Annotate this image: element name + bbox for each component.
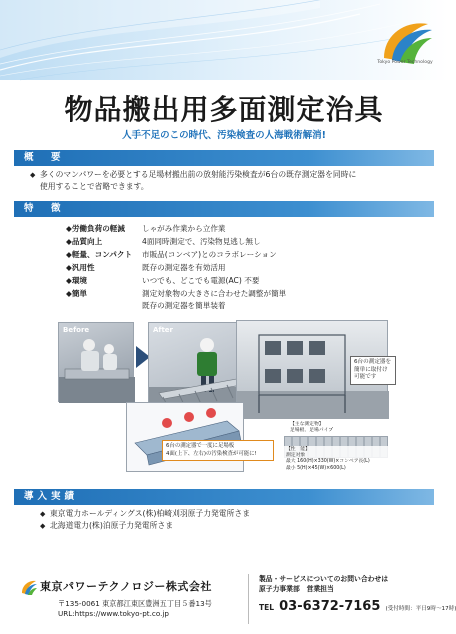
tel-label: TEL [259, 603, 275, 612]
callout-line: 6台の測定器を [354, 359, 392, 365]
note-title: 【主な測定物】 [290, 422, 324, 427]
feature-key: ◆汎用性 [66, 263, 95, 272]
page-title: 物品搬出用多面測定治具 [64, 93, 384, 126]
feature-item [66, 287, 396, 313]
overview-line: 使用することで省略できます。 [40, 182, 149, 191]
overview-text [30, 169, 420, 193]
company-name: 東京パワーテクノロジー株式会社 [40, 580, 212, 593]
install-item [40, 520, 420, 532]
section-heading-overview: 概 要 [14, 150, 434, 166]
feature-item [66, 222, 396, 235]
spec-line: 最大 160(H)×330(W)×コンベア長(L) [286, 459, 370, 465]
feature-key: ◆環境 [66, 276, 88, 285]
company-address: 〒135-0061 東京都江東区豊洲五丁目５番13号 [58, 599, 212, 608]
overview-line: 多くのマンパワーを必要とする足場材搬出前の放射能汚染検査が6台の既存測定器を同時に [40, 170, 357, 179]
contact-title: 製品・サービスについてのお問い合わせは [259, 575, 389, 583]
feature-value: しゃがみ作業から立作業 [142, 224, 226, 233]
tel-hours: (受付時間：平日9時～17時) [385, 606, 456, 612]
tel-line [259, 595, 456, 614]
main-targets-note [290, 422, 390, 434]
spec-title: 【性 能】 [286, 447, 310, 452]
contact-dept: 原子力事業部 営業担当 [259, 585, 334, 593]
company-address-block [58, 599, 212, 619]
contact-box [248, 574, 456, 624]
callout-line: 4面(上下、左右)の汚染検査が可能に! [166, 450, 257, 457]
footer [0, 566, 456, 634]
feature-item [66, 235, 396, 248]
feature-key: ◆軽量、コンパクト [66, 250, 133, 259]
logo-caption: Tokyo Power Technology [377, 60, 433, 65]
diamond-bullet-icon: ◆ [40, 522, 46, 530]
feature-value: 測定対象物の大きさに合わせた調整が簡単 [142, 289, 287, 298]
illustration-diagram [126, 402, 244, 472]
callout-line: 6台の測定器で一度に足場板 [166, 443, 235, 449]
before-label: Before [63, 326, 90, 334]
page-subtitle: 人手不足のこの時代、汚染検査の人海戦術解消! [122, 130, 326, 141]
section-heading-install: 導入実績 [14, 489, 434, 505]
callout-line: 可能です [354, 374, 377, 380]
tel-number[interactable]: 03-6372-7165 [279, 599, 381, 614]
feature-item [66, 274, 396, 287]
spec-line: 最小 5(H)×45(W)×600(L) [286, 465, 346, 471]
company-url[interactable]: URL:https://www.tokyo-pt.co.jp [58, 609, 169, 618]
callout-four-face-inspection [162, 440, 274, 461]
feature-value: 市販品(コンベア)とのコラボレーション [142, 250, 277, 259]
diamond-bullet-icon: ◆ [40, 510, 46, 518]
feature-value: いつでも、どこでも電源(AC) 不要 [142, 276, 260, 285]
feature-item [66, 261, 396, 274]
install-item [40, 508, 420, 520]
note-value: 足場板、足場パイプ [290, 428, 334, 434]
footer-logo-icon [20, 578, 38, 600]
feature-value: 既存の測定器を簡単装着 [142, 301, 226, 310]
after-label: After [153, 326, 174, 334]
feature-value: 4面同時測定で、汚染物見逃し無し [142, 237, 261, 246]
diamond-bullet-icon: ◆ [30, 171, 36, 179]
product-photo-collage [58, 318, 392, 472]
before-photo [58, 322, 134, 402]
install-item-text: 北海道電力(株)泊原子力発電所さま [50, 521, 174, 530]
install-list [40, 508, 420, 532]
feature-key: ◆労働負荷の軽減 [66, 224, 125, 233]
feature-key: ◆品質向上 [66, 237, 103, 246]
install-item-text: 東京電力ホールディングス(株)柏崎刈羽原子力発電所さま [50, 509, 250, 518]
section-heading-features: 特 徴 [14, 201, 434, 217]
features-list [66, 222, 396, 313]
callout-line: 簡単に取付け [354, 366, 388, 373]
spec-note [284, 446, 388, 473]
feature-value: 既存の測定器を有効活用 [142, 263, 226, 272]
callout-six-detectors [350, 356, 396, 385]
feature-key: ◆簡単 [66, 289, 88, 298]
spec-label: 測定対象 [286, 453, 306, 459]
feature-item [66, 248, 396, 261]
